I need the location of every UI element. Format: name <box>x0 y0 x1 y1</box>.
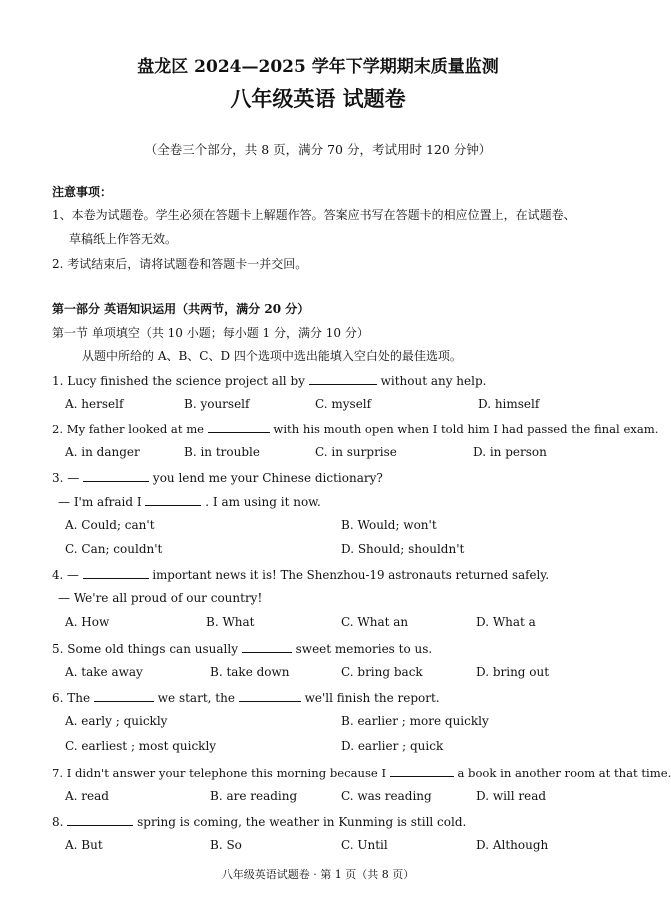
question-text: a book in another room at that time. <box>457 766 671 780</box>
option-d: D. in person <box>473 445 547 459</box>
page-footer: 八年级英语试题卷 · 第 1 页（共 8 页） <box>221 868 415 881</box>
notice-item-1: 1、本卷为试题卷。学生必须在答题卡上解题作答。答案应书写在答题卡的相应位置上，在试题卷、 <box>52 208 576 222</box>
option-c: C. What an <box>341 615 409 629</box>
question-text: 5. Some old things can usually <box>52 642 238 656</box>
question-text: you lend me your Chinese dictionary? <box>152 471 383 485</box>
option-a: A. Could; can't <box>65 518 155 532</box>
option-b: B. yourself <box>184 397 250 411</box>
option-d: D. What a <box>476 615 536 629</box>
option-d: D. will read <box>476 789 547 803</box>
answer-blank <box>390 765 454 777</box>
question-3-stem <box>52 470 383 485</box>
question-8-stem <box>52 814 466 829</box>
option-d: D. earlier ; quick <box>341 739 444 753</box>
notice-heading: 注意事项： <box>52 185 113 199</box>
question-text: 3. — <box>52 471 80 485</box>
option-c: C. in surprise <box>315 445 397 459</box>
option-c: C. earliest ; most quickly <box>65 739 217 753</box>
question-text: 2. My father looked at me <box>52 422 205 436</box>
question-6-stem <box>52 690 440 705</box>
answer-blank <box>83 470 149 482</box>
exam-subtitle: （全卷三个部分，共 8 页，满分 70 分，考试用时 120 分钟） <box>144 142 492 157</box>
section1-heading: 第一节 单项填空（共 10 小题；每小题 1 分，满分 10 分） <box>52 326 369 340</box>
option-a: A. How <box>65 615 110 629</box>
option-d: D. Although <box>476 838 549 852</box>
option-b: B. earlier ; more quickly <box>341 714 489 728</box>
option-b: B. What <box>206 615 255 629</box>
exam-title-line1: 盘龙区 2024—2025 学年下学期期末质量监测 <box>137 57 499 77</box>
question-7-stem <box>52 765 671 780</box>
answer-blank <box>309 373 377 385</box>
answer-blank <box>242 641 292 653</box>
question-text: . I am using it now. <box>205 495 321 509</box>
question-text: important news it is! The Shenzhou-19 astronauts returned safely. <box>152 568 550 582</box>
answer-blank <box>239 690 301 702</box>
exam-title-line2: 八年级英语 试题卷 <box>230 86 406 111</box>
question-text: sweet memories to us. <box>295 642 433 656</box>
notice-item-1-cont: 草稿纸上作答无效。 <box>69 232 178 246</box>
answer-blank <box>145 494 201 506</box>
question-text: with his mouth open when I told him I had passed the final exam. <box>273 422 659 436</box>
question-text: without any help. <box>380 374 487 388</box>
question-text: 8. <box>52 815 64 829</box>
option-c: C. bring back <box>341 665 423 679</box>
option-b: B. in trouble <box>184 445 260 459</box>
notice-item-2: 2. 考试结束后，请将试题卷和答题卡一并交回。 <box>52 257 308 271</box>
part1-heading: 第一部分 英语知识运用（共两节，满分 20 分） <box>52 302 310 316</box>
option-c: C. Until <box>341 838 388 852</box>
question-text: we start, the <box>157 691 235 705</box>
option-c: C. was reading <box>341 789 432 803</box>
question-text: 1. Lucy finished the science project all by <box>52 374 305 388</box>
answer-blank <box>208 421 270 433</box>
option-a: A. But <box>65 838 103 852</box>
question-text: 6. The <box>52 691 91 705</box>
option-b: B. are reading <box>210 789 298 803</box>
option-b: B. Would; won't <box>341 518 437 532</box>
option-a: A. read <box>65 789 109 803</box>
question-text: 4. — <box>52 568 79 582</box>
option-b: B. So <box>210 838 242 852</box>
question-text: we'll finish the report. <box>304 691 440 705</box>
question-4-reply: — We're all proud of our country! <box>58 591 263 605</box>
option-a: A. herself <box>65 397 124 411</box>
question-text: spring is coming, the weather in Kunming is still cold. <box>137 815 467 829</box>
answer-blank <box>94 690 154 702</box>
option-d: D. Should; shouldn't <box>341 542 465 556</box>
question-text: — I'm afraid I <box>58 495 142 509</box>
question-5-stem <box>52 641 432 656</box>
option-d: D. himself <box>478 397 540 411</box>
question-1-stem <box>52 373 486 388</box>
option-a: A. in danger <box>65 445 140 459</box>
question-text: 7. I didn't answer your telephone this morning because I <box>52 766 387 780</box>
option-c: C. Can; couldn't <box>65 542 163 556</box>
question-2-stem <box>52 421 658 436</box>
answer-blank <box>83 567 149 579</box>
option-a: A. take away <box>65 665 143 679</box>
question-4-stem <box>52 567 549 582</box>
question-3-reply <box>58 494 321 509</box>
option-b: B. take down <box>210 665 290 679</box>
answer-blank <box>67 814 133 826</box>
option-c: C. myself <box>315 397 372 411</box>
option-d: D. bring out <box>476 665 550 679</box>
section1-instruction: 从题中所给的 A、B、C、D 四个选项中选出能填入空白处的最佳选项。 <box>82 349 462 363</box>
option-a: A. early ; quickly <box>65 714 168 728</box>
